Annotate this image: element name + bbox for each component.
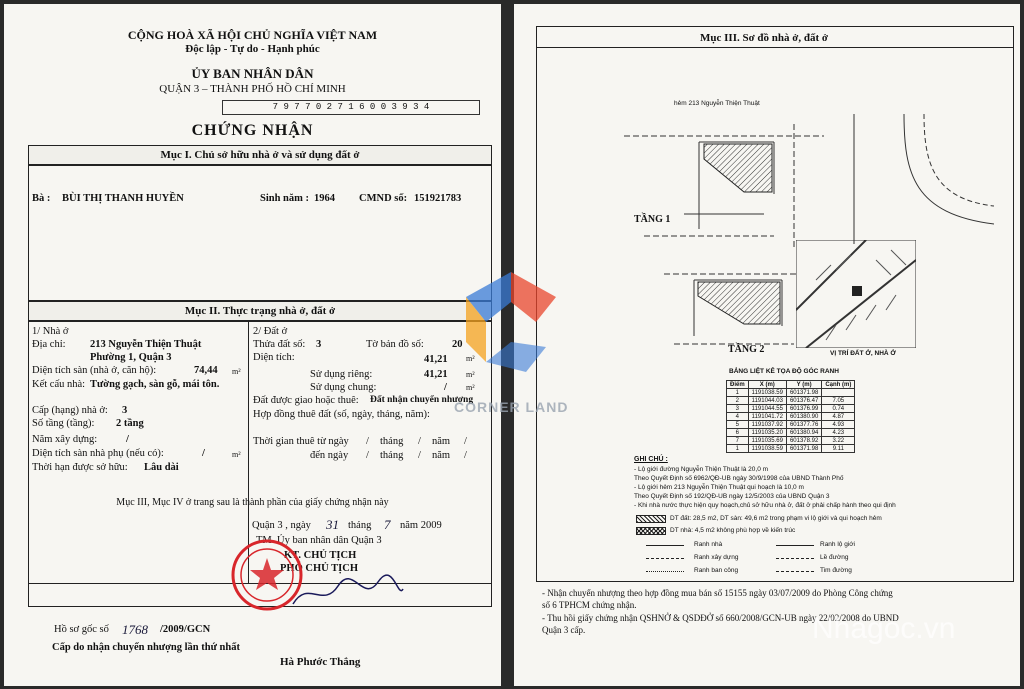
coord-row <box>727 413 855 421</box>
road-sketch <box>844 114 994 244</box>
footer-note: - Thu hồi giấy chứng nhận QSHNỞ & QSDĐỞ số 660/2008/GCN-UB ngày 22/02/2008 do UBND <box>542 613 899 623</box>
parcel-label: Thửa đất số: <box>253 339 306 350</box>
note-line: - Lộ giới hẻm 213 Nguyễn Thiện Thuật qui hoạch là 10,0 m <box>634 484 804 491</box>
lease-from-slash2: / <box>418 436 421 447</box>
hatch-swatch-2 <box>636 527 666 535</box>
line-ranh-ban-cong <box>646 571 684 572</box>
origin-record-number: 1768 <box>122 622 148 637</box>
birth-year: 1964 <box>314 193 335 204</box>
floor2-plan <box>664 266 804 356</box>
birth-label: Sinh năm : <box>260 193 310 204</box>
coord-header: Điểm <box>727 381 749 389</box>
id-label: CMND số: <box>359 193 408 204</box>
coord-cell: 5 <box>727 421 749 429</box>
coord-cell: 601371.98 <box>786 445 821 453</box>
sign-month: 7 <box>384 517 391 532</box>
sign-year: năm 2009 <box>400 520 442 531</box>
floors-label: Số tầng (tầng): <box>32 418 95 429</box>
coord-cell: 1191035.69 <box>748 437 786 445</box>
coord-row <box>727 445 855 453</box>
lease-to-label: đến ngày <box>310 450 349 461</box>
sign-on-behalf: TM. Ủy ban nhân dân Quận 3 <box>256 535 382 546</box>
legend-hatch1: DT đất: 28,5 m2, DT sàn: 49,6 m2 trong phạm vi lộ giới và qui hoạch hẻm <box>670 515 882 522</box>
address-label: Địa chỉ: <box>32 339 66 350</box>
land-heading: 2/ Đất ở <box>253 326 288 337</box>
line-le-duong <box>776 558 814 559</box>
lease-from-slash1: / <box>366 436 369 447</box>
hatch-swatch-1 <box>636 515 666 523</box>
handwritten-signature <box>288 574 408 614</box>
owner-label: Bà : <box>32 193 51 204</box>
note-line: Theo Quyết Định số 6962/QĐ-UB ngày 30/9/1998 của UBND Thành Phố <box>634 475 844 482</box>
map-value: 20 <box>452 339 463 350</box>
coord-row <box>727 437 855 445</box>
coord-cell: 4.93 <box>822 421 855 429</box>
coord-cell: 4.87 <box>822 413 855 421</box>
area-unit: m² <box>466 354 475 363</box>
coord-cell: 7 <box>727 437 749 445</box>
built-label: Năm xây dựng: <box>32 434 98 445</box>
sign-place: Quận 3 , ngày <box>252 520 311 531</box>
grade-value: 3 <box>122 405 128 416</box>
floor-area-value: 74,44 <box>194 365 218 376</box>
origin-value: Đất nhận chuyển nhượng <box>370 395 474 405</box>
legend-hatch2: DT nhà: 4,5 m2 không phù hợp về kiến trúc <box>670 527 796 534</box>
line-ranh-xay-dung <box>646 558 684 559</box>
coord-cell: 1191038.59 <box>748 389 786 397</box>
term-value: Lâu dài <box>144 462 179 473</box>
footer-note: Quận 3 cấp. <box>542 625 586 635</box>
signer-name: Hà Phước Thắng <box>280 656 361 668</box>
note-line: - Lộ giới đường Nguyễn Thiện Thuật là 20,0 m <box>634 466 769 473</box>
house-heading: 1/ Nhà ở <box>32 326 69 337</box>
term-label: Thời hạn được sở hữu: <box>32 462 128 473</box>
lease-from-label: Thời gian thuê từ ngày <box>253 436 349 447</box>
location-map <box>796 240 916 348</box>
lease-to-month-label: tháng <box>380 450 404 461</box>
area-value: 41,21 <box>424 354 448 365</box>
private-label: Sử dụng riêng: <box>310 369 373 380</box>
corner-land-logo <box>456 262 566 392</box>
diagram-heading: Mục III. Sơ đồ nhà ở, đất ở <box>700 32 828 44</box>
coord-cell: 601380.90 <box>786 413 821 421</box>
parcel-value: 3 <box>316 339 322 350</box>
grade-label: Cấp (hạng) nhà ở: <box>32 405 108 416</box>
floors-value: 2 tầng <box>116 418 144 429</box>
coord-row <box>727 389 855 397</box>
lease-to-slash1: / <box>366 450 369 461</box>
coord-header: Cạnh (m) <box>822 381 855 389</box>
coord-cell: 601380.94 <box>786 429 821 437</box>
coord-cell: 601377.76 <box>786 421 821 429</box>
legend-label: Ranh ban công <box>694 567 739 574</box>
legend-label: Lề đường <box>820 554 849 561</box>
built-value: / <box>126 434 129 445</box>
shared-label: Sử dụng chung: <box>310 382 377 393</box>
notes-heading: GHI CHÚ : <box>634 456 668 463</box>
certificate-right-page <box>514 4 1020 686</box>
line-ranh-nha <box>646 545 684 546</box>
coord-cell: 1191035.20 <box>748 429 786 437</box>
footer-note: - Nhận chuyển nhượng theo hợp đồng mua bán số 15155 ngày 03/07/2009 do Phòng Công chứng <box>542 588 893 598</box>
footer-note: số 6 TPHCM chứng nhận. <box>542 600 637 610</box>
certificate-title: CHỨNG NHẬN <box>191 122 314 139</box>
private-unit: m² <box>466 370 475 379</box>
serial-number: 7 9 7 7 0 2 7 1 6 0 0 3 9 3 4 <box>222 100 480 115</box>
lease-from-month-label: tháng <box>380 436 404 447</box>
contract-label: Hợp đồng thuê đất (số, ngày, tháng, năm): <box>253 409 430 420</box>
shared-value: / <box>444 382 447 393</box>
legend-label: Ranh nhà <box>694 541 723 548</box>
floor-area-label: Diện tích sàn (nhà ở, căn hộ): <box>32 365 157 376</box>
coord-cell: 1191044.03 <box>748 397 786 405</box>
id-number: 151921783 <box>414 193 462 204</box>
coord-cell: 1 <box>727 389 749 397</box>
coord-cell: 9.11 <box>822 445 855 453</box>
lease-to-year-label: năm <box>432 450 451 461</box>
sign-day: 31 <box>326 517 339 532</box>
coord-cell: 1191037.92 <box>748 421 786 429</box>
legend-label: Ranh lộ giới <box>820 541 855 548</box>
coord-row <box>727 421 855 429</box>
coord-cell: 601371.98 <box>786 389 821 397</box>
coord-cell: 3 <box>727 405 749 413</box>
coord-header: X (m) <box>748 381 786 389</box>
coord-cell: 4.23 <box>822 429 855 437</box>
coord-cell <box>822 389 855 397</box>
certificate-left-page <box>4 4 501 686</box>
sign-chairman: KT. CHỦ TỊCH <box>284 550 357 561</box>
origin-record-label: Hồ sơ gốc số <box>54 624 109 635</box>
owner-name: BÙI THỊ THANH HUYỀN <box>62 193 184 204</box>
coord-title: BẢNG LIỆT KÊ TỌA ĐỘ GÓC RANH <box>729 368 839 375</box>
origin-record-suffix: /2009/GCN <box>160 624 211 635</box>
floor-area-unit: m² <box>232 367 241 376</box>
watermark-site: Nhagoc.vn <box>812 612 956 645</box>
coord-cell: 7.05 <box>822 397 855 405</box>
coord-cell: 1191044.55 <box>748 405 786 413</box>
aux-area-label: Diện tích sàn nhà phụ (nếu có): <box>32 448 164 459</box>
sign-month-label: tháng <box>348 520 372 531</box>
line-ranh-lo-gioi <box>776 545 814 546</box>
coord-cell: 1191041.72 <box>748 413 786 421</box>
coord-cell: 2 <box>727 397 749 405</box>
aux-area-unit: m² <box>232 450 241 459</box>
lease-from-year-label: năm <box>432 436 451 447</box>
aux-area-value: / <box>202 448 205 459</box>
transfer-label: Cấp do nhận chuyển nhượng lần thứ nhất <box>52 642 240 653</box>
map-label: Tờ bản đồ số: <box>366 339 424 350</box>
section2-heading: Mục II. Thực trạng nhà ở, đất ở <box>28 301 492 321</box>
note-line: - Khi nhà nước thực hiện quy hoạch,chủ sở hữu nhà ở, đất ở phải chấp hành theo qui định <box>634 502 896 509</box>
street-top-label: hẻm 213 Nguyễn Thiện Thuật <box>674 100 760 107</box>
sign-vice-chairman: PHÓ CHỦ TỊCH <box>280 563 358 574</box>
location-label: VỊ TRÍ ĐẤT Ở, NHÀ Ở <box>830 350 896 357</box>
coord-cell: 601376.47 <box>786 397 821 405</box>
line-tim-duong <box>776 571 814 572</box>
floor1-plan <box>624 114 844 254</box>
private-value: 41,21 <box>424 369 448 380</box>
coord-cell: 3.22 <box>822 437 855 445</box>
coord-table <box>726 380 855 453</box>
section1-heading: Mục I. Chủ sở hữu nhà ở và sử dụng đất ở <box>28 145 492 165</box>
lease-from-slash3: / <box>464 436 467 447</box>
republic-title: CỘNG HOÀ XÃ HỘI CHỦ NGHĨA VIỆT NAM <box>127 28 378 42</box>
origin-label: Đất được giao hoặc thuê: <box>253 395 359 406</box>
district-title: QUẬN 3 – THÀNH PHỐ HỒ CHÍ MINH <box>159 83 346 95</box>
watermark-brand: CORNER LAND <box>454 399 569 415</box>
section1-box <box>28 165 492 301</box>
note-line: Theo Quyết Định số 192/QĐ-UB ngày 12/5/2003 của UBND Quận 3 <box>634 493 830 500</box>
area-label: Diện tích: <box>253 352 295 363</box>
shared-unit: m² <box>466 383 475 392</box>
coord-row <box>727 429 855 437</box>
committee-title: ỦY BAN NHÂN DÂN <box>191 66 314 81</box>
legend-label: Ranh xây dựng <box>694 554 739 561</box>
address-line1: 213 Nguyễn Thiện Thuật <box>90 339 202 350</box>
lease-to-slash3: / <box>464 450 467 461</box>
structure-value: Tường gạch, sàn gỗ, mái tôn. <box>90 379 220 390</box>
coord-cell: 6 <box>727 429 749 437</box>
legend-label: Tim đường <box>820 567 852 574</box>
coord-header: Y (m) <box>786 381 821 389</box>
coord-cell: 601378.92 <box>786 437 821 445</box>
structure-label: Kết cấu nhà: <box>32 379 86 390</box>
coord-row <box>727 397 855 405</box>
lease-to-slash2: / <box>418 450 421 461</box>
coord-cell: 0.74 <box>822 405 855 413</box>
floor1-label: TẦNG 1 <box>634 214 671 225</box>
motto: Độc lập - Tự do - Hạnh phúc <box>185 43 320 55</box>
address-line2: Phường 1, Quận 3 <box>90 352 172 363</box>
coord-cell: 1191038.59 <box>748 445 786 453</box>
coord-cell: 601376.99 <box>786 405 821 413</box>
coord-row <box>727 405 855 413</box>
floor2-label: TẦNG 2 <box>728 344 765 355</box>
note-row: Mục III, Mục IV ở trang sau là thành phần của giấy chứng nhận này <box>116 497 389 508</box>
coord-cell: 1 <box>727 445 749 453</box>
coord-cell: 4 <box>727 413 749 421</box>
